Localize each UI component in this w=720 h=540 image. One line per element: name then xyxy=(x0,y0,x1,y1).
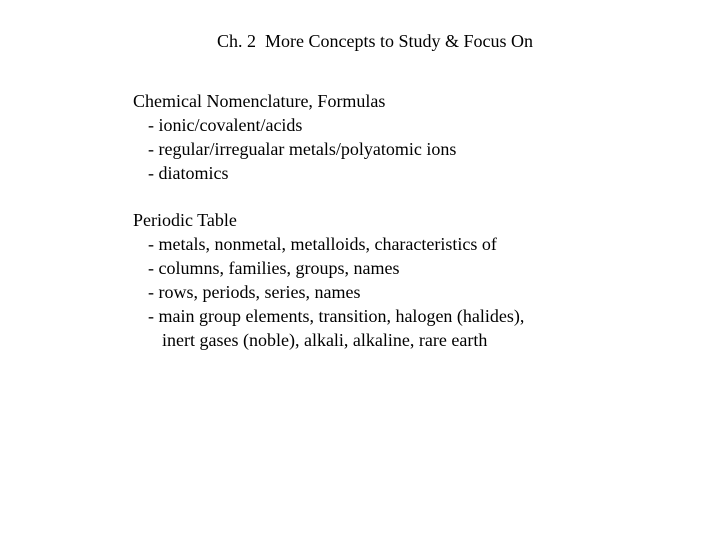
list-item: - diatomics xyxy=(148,163,229,183)
list-item: - columns, families, groups, names xyxy=(148,258,400,278)
list-item: - ionic/covalent/acids xyxy=(148,115,303,135)
slide-title: Ch. 2 More Concepts to Study & Focus On xyxy=(217,31,534,51)
section-heading: Chemical Nomenclature, Formulas xyxy=(133,91,386,111)
list-item: - rows, periods, series, names xyxy=(148,282,361,302)
section-heading: Periodic Table xyxy=(133,210,237,230)
list-item: - main group elements, transition, halogen (halides), xyxy=(148,306,525,326)
list-item: - regular/irregualar metals/polyatomic ions xyxy=(148,139,457,159)
section-nomenclature xyxy=(133,89,456,185)
list-item-continuation: inert gases (noble), alkali, alkaline, rare earth xyxy=(162,330,488,350)
section-periodic-table xyxy=(133,208,524,352)
list-item: - metals, nonmetal, metalloids, characteristics of xyxy=(148,234,497,254)
